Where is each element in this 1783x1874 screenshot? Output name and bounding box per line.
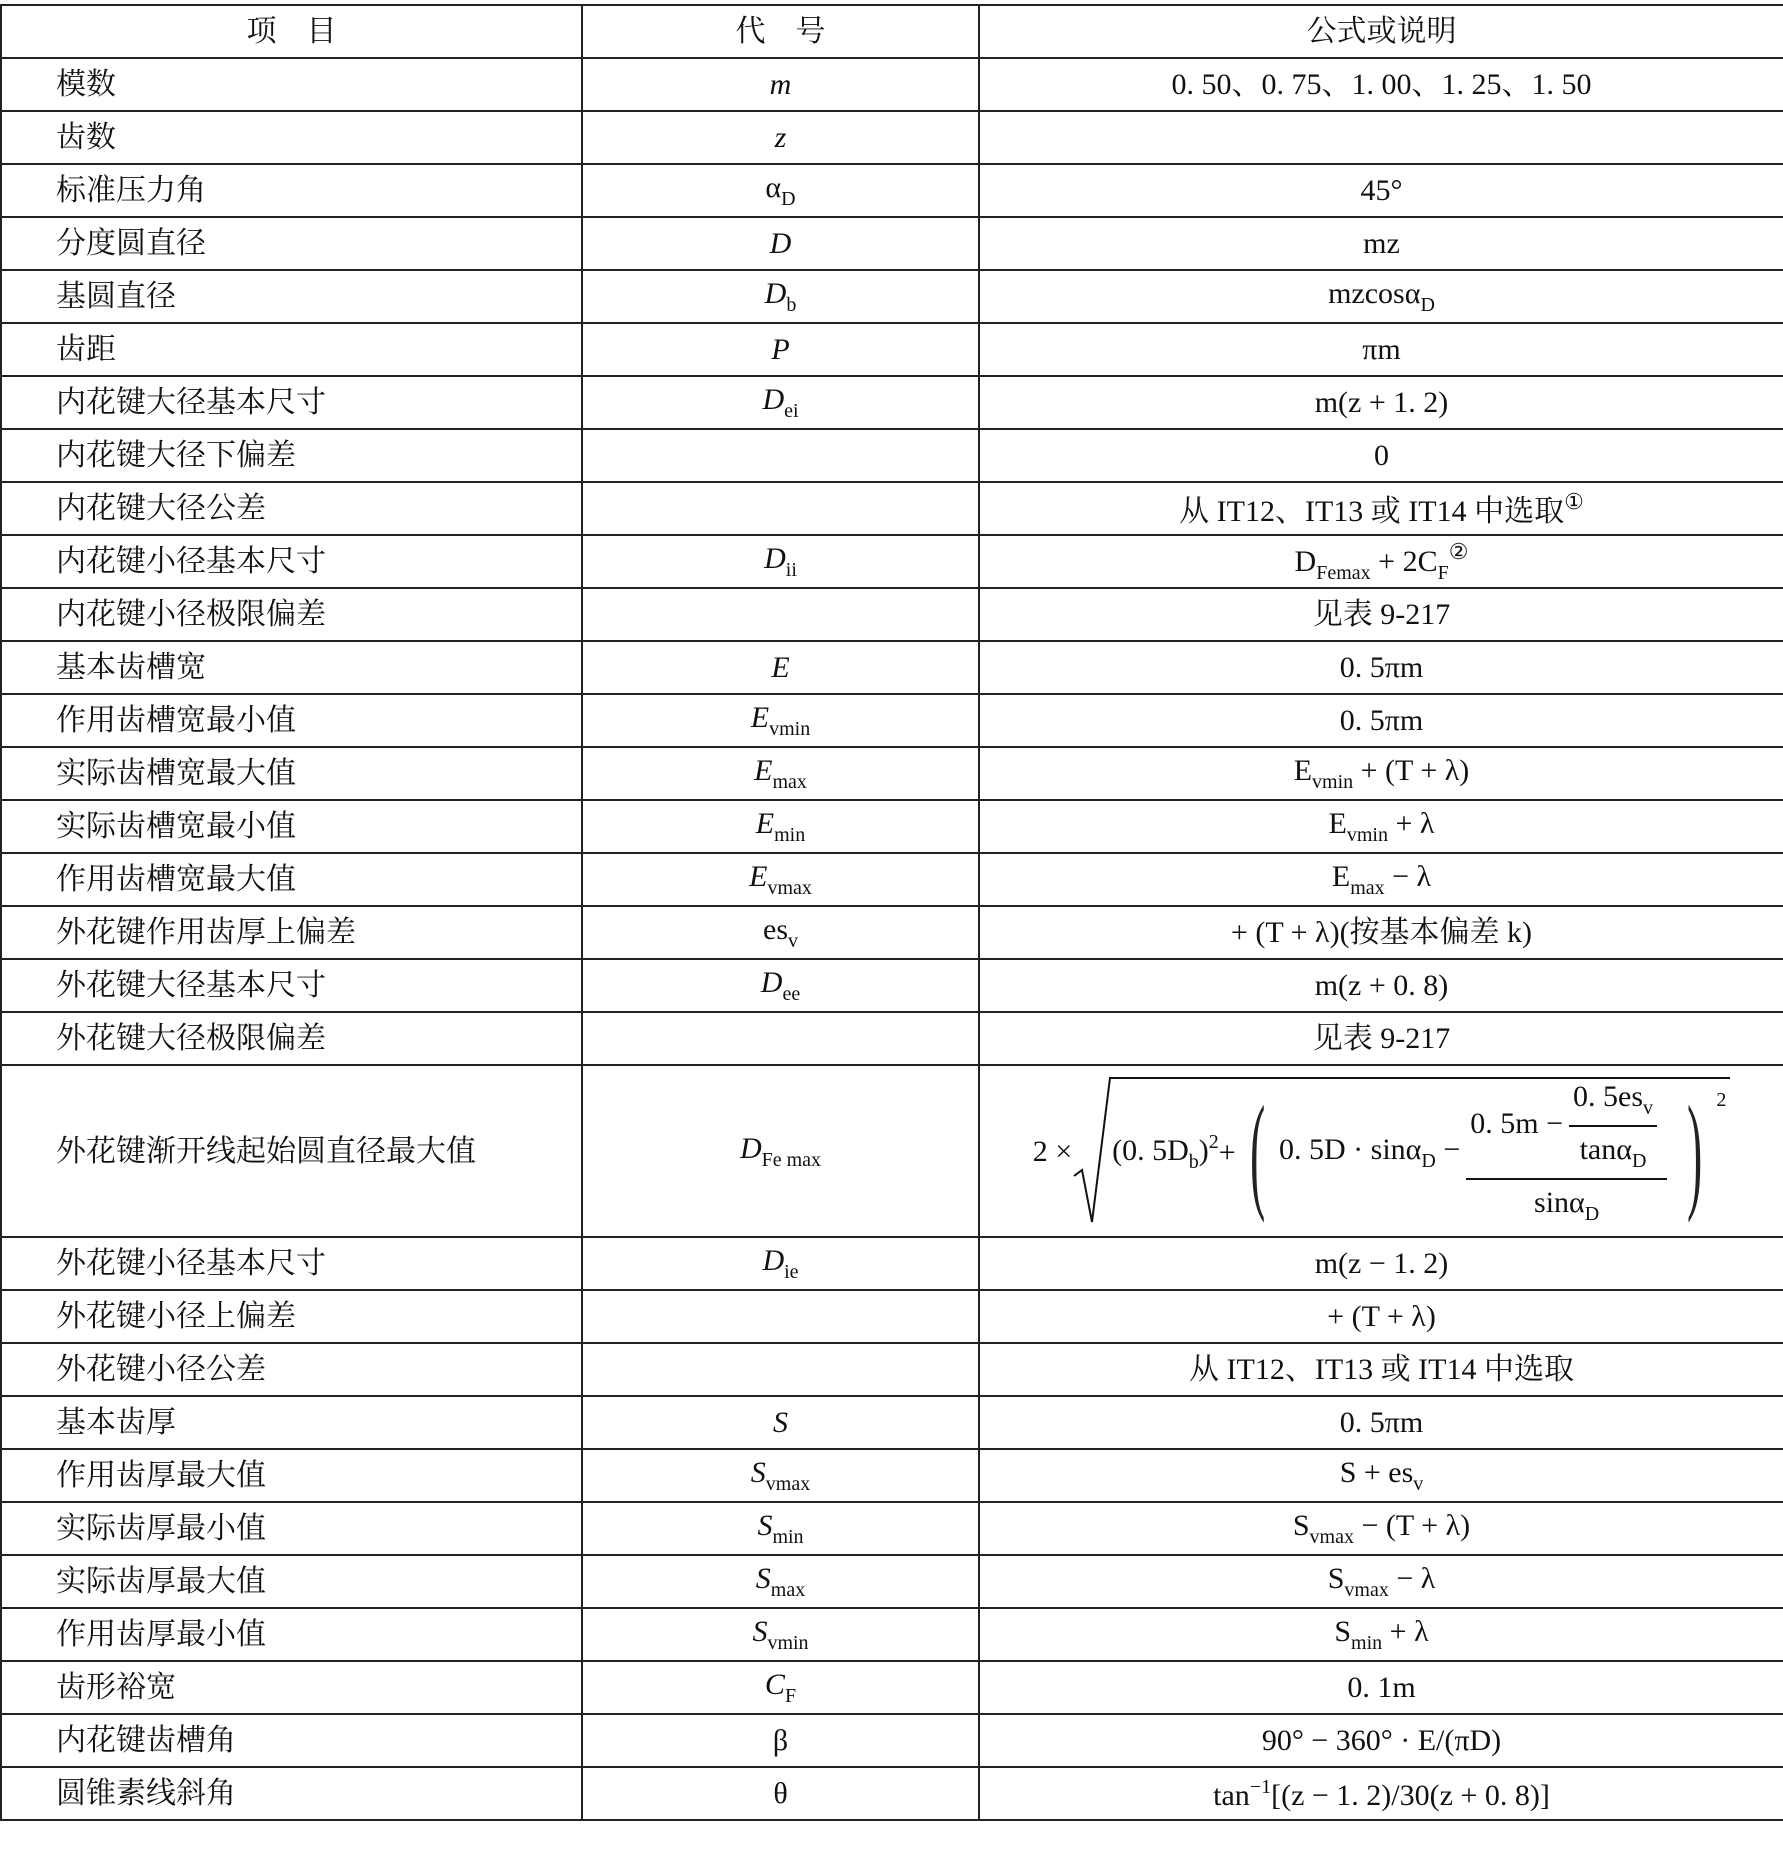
symbol-subscript: ii [785, 559, 797, 581]
item-cell: 外花键小径公差 [1, 1343, 582, 1396]
plus-sign: + [1218, 1135, 1236, 1169]
formula-text: 0 [1374, 439, 1389, 472]
formula-post: [(z − 1. 2)/30(z + 0. 8)] [1271, 1778, 1550, 1812]
complex-formula [1033, 1076, 1731, 1226]
symbol-subscript: vmin [769, 718, 811, 740]
table-row [1, 694, 1783, 747]
formula-post: − (T + λ) [1353, 1509, 1471, 1542]
symbol-cell [582, 1555, 979, 1608]
table-row [1, 1012, 1783, 1065]
formula-post: + λ [1387, 807, 1435, 840]
header-item: 项 目 [1, 5, 582, 58]
symbol-subscript: F [784, 1685, 797, 1707]
formula-pre: E [1331, 860, 1351, 893]
table-row [1, 111, 1783, 164]
formula-text: 0. 5πm [1339, 704, 1424, 737]
table-row [1, 853, 1783, 906]
left-paren: ( [1249, 1080, 1265, 1224]
symbol-text: β [772, 1724, 789, 1757]
table-row [1, 1608, 1783, 1661]
symbol-cell [582, 1767, 979, 1820]
item-cell: 圆锥素线斜角 [1, 1767, 582, 1820]
table-row [1, 535, 1783, 588]
table-row [1, 164, 1783, 217]
formula-text: m(z − 1. 2) [1314, 1247, 1449, 1280]
symbol-cell [582, 58, 979, 111]
table-row [1, 482, 1783, 535]
den-sub: D [1584, 1202, 1600, 1225]
formula-subscript: v [1413, 1473, 1424, 1495]
term1-square: 2 [1208, 1131, 1219, 1153]
symbol-cell [582, 164, 979, 217]
symbol-subscript: max [772, 771, 807, 793]
symbol-subscript: max [770, 1579, 806, 1601]
item-cell: 分度圆直径 [1, 217, 582, 270]
formula-text: πm [1362, 333, 1401, 366]
table-row [1, 217, 1783, 270]
formula-pre: E [1328, 807, 1347, 840]
table-row [1, 1449, 1783, 1502]
formula-cell [979, 323, 1783, 376]
formula-superscript: −1 [1249, 1775, 1272, 1798]
formula-subscript-2: F [1437, 561, 1449, 584]
sqrt-body [1112, 1077, 1730, 1225]
table-row [1, 1555, 1783, 1608]
item-cell: 基圆直径 [1, 270, 582, 323]
symbol-text: S [755, 1562, 771, 1595]
formula-pre: S [1327, 1562, 1345, 1595]
item-cell: 作用齿槽宽最大值 [1, 853, 582, 906]
formula-cell [979, 1608, 1783, 1661]
symbol-cell [582, 111, 979, 164]
symbol-cell [582, 1237, 979, 1290]
formula-cell [979, 694, 1783, 747]
formula-subscript: vmin [1346, 824, 1388, 846]
item-cell: 作用齿厚最小值 [1, 1608, 582, 1661]
formula-text: 0. 50、0. 75、1. 00、1. 25、1. 50 [1171, 68, 1592, 101]
table-row [1, 1502, 1783, 1555]
formula-pre: S + es [1339, 1456, 1414, 1489]
nested-den-sub: D [1631, 1149, 1647, 1172]
formula-cell [979, 535, 1783, 588]
symbol-cell [582, 800, 979, 853]
item-cell: 内花键齿槽角 [1, 1714, 582, 1767]
symbol-subscript: min [774, 824, 806, 846]
item-cell: 标准压力角 [1, 164, 582, 217]
formula-text: m(z + 0. 8) [1314, 969, 1449, 1002]
symbol-subscript: ie [784, 1261, 799, 1283]
formula-cell [979, 1343, 1783, 1396]
formula-cell [979, 1290, 1783, 1343]
formula-cell [979, 1012, 1783, 1065]
formula-subscript: D [1420, 294, 1435, 316]
formula-subscript: vmax [1344, 1579, 1389, 1601]
symbol-text: E [771, 651, 790, 684]
num-a: 0. 5m − [1470, 1106, 1564, 1140]
item-cell: 内花键大径基本尺寸 [1, 376, 582, 429]
symbol-text: D [762, 383, 785, 416]
symbol-text: S [757, 1509, 773, 1542]
formula-lead: 2 × [1032, 1134, 1073, 1168]
formula-text: 从 IT12、IT13 或 IT14 中选取 [1179, 494, 1565, 528]
item-cell: 内花键大径下偏差 [1, 429, 582, 482]
table-header-row [1, 5, 1783, 58]
symbol-cell [582, 853, 979, 906]
formula-cell [979, 1555, 1783, 1608]
formula-post: + λ [1382, 1615, 1429, 1648]
item-cell: 外花键大径基本尺寸 [1, 959, 582, 1012]
formula-pre: E [1293, 754, 1313, 787]
symbol-cell [582, 641, 979, 694]
table-body [1, 58, 1783, 1820]
table-row [1, 1290, 1783, 1343]
symbol-subscript: vmax [765, 1473, 811, 1495]
item-cell: 基本齿槽宽 [1, 641, 582, 694]
symbol-subscript: D [781, 188, 796, 210]
table-row [1, 588, 1783, 641]
table-row [1, 376, 1783, 429]
symbol-text: E [755, 807, 775, 840]
formula-text: 见表 9-217 [1312, 1022, 1451, 1055]
outer-square: 2 [1716, 1089, 1727, 1111]
symbol-text: D [764, 277, 787, 310]
table-row [1, 1396, 1783, 1449]
formula-text: m(z + 1. 2) [1314, 386, 1449, 419]
symbol-subscript: ee [782, 983, 801, 1005]
item-cell: 齿距 [1, 323, 582, 376]
formula-post: + 2C [1370, 544, 1438, 578]
spline-parameter-table [0, 4, 1783, 1821]
symbol-text: D [764, 542, 786, 575]
table-row [1, 959, 1783, 1012]
symbol-text: P [771, 333, 790, 366]
item-cell: 外花键小径上偏差 [1, 1290, 582, 1343]
symbol-cell [582, 270, 979, 323]
table-row [1, 429, 1783, 482]
formula-text: 见表 9-217 [1312, 598, 1451, 631]
item-cell: 实际齿厚最小值 [1, 1502, 582, 1555]
table-row [1, 1065, 1783, 1237]
table-row [1, 747, 1783, 800]
inner-sub: D [1421, 1149, 1436, 1172]
footnote-mark: ① [1564, 488, 1584, 514]
item-cell: 内花键大径公差 [1, 482, 582, 535]
formula-cell [979, 164, 1783, 217]
symbol-text: D [762, 1244, 785, 1277]
formula-cell [979, 482, 1783, 535]
table-row [1, 1237, 1783, 1290]
table-row [1, 1767, 1783, 1820]
symbol-subscript: Fe max [761, 1148, 822, 1171]
term1-sub: b [1188, 1151, 1199, 1173]
symbol-cell [582, 588, 979, 641]
item-cell: 齿数 [1, 111, 582, 164]
symbol-subscript: b [786, 294, 797, 316]
formula-text: 45° [1360, 174, 1403, 207]
main-fraction [1466, 1080, 1667, 1225]
formula-text: 90° − 360° · E/(πD) [1261, 1724, 1502, 1757]
table-row [1, 906, 1783, 959]
symbol-cell [582, 1608, 979, 1661]
nested-numerator [1569, 1080, 1657, 1127]
symbol-cell [582, 1012, 979, 1065]
formula-cell [979, 217, 1783, 270]
symbol-subscript: vmin [767, 1632, 809, 1654]
symbol-cell [582, 323, 979, 376]
formula-cell [979, 588, 1783, 641]
item-cell: 实际齿槽宽最大值 [1, 747, 582, 800]
formula-pre: S [1334, 1615, 1352, 1648]
fraction-numerator [1466, 1080, 1667, 1180]
formula-cell [979, 800, 1783, 853]
symbol-cell [582, 1502, 979, 1555]
formula-cell [979, 1661, 1783, 1714]
table-row [1, 800, 1783, 853]
formula-text: 从 IT12、IT13 或 IT14 中选取 [1189, 1353, 1574, 1386]
item-cell: 外花键渐开线起始圆直径最大值 [1, 1065, 582, 1237]
table-row [1, 58, 1783, 111]
term1-text: (0. 5D [1112, 1134, 1189, 1167]
formula-cell [979, 58, 1783, 111]
symbol-text: α [765, 171, 782, 204]
symbol-text: E [754, 754, 773, 787]
item-cell: 外花键小径基本尺寸 [1, 1237, 582, 1290]
inner-term [1279, 1133, 1460, 1172]
item-cell: 外花键作用齿厚上偏差 [1, 906, 582, 959]
formula-pre: D [1294, 544, 1317, 578]
header-symbol: 代 号 [582, 5, 979, 58]
item-cell: 作用齿厚最大值 [1, 1449, 582, 1502]
symbol-subscript: v [788, 930, 798, 952]
term1-end: ) [1198, 1134, 1209, 1167]
table-row [1, 1343, 1783, 1396]
formula-subscript: min [1351, 1632, 1383, 1654]
formula-cell [979, 747, 1783, 800]
right-paren: ) [1687, 1080, 1703, 1224]
inner-text: 0. 5D · sinα [1278, 1132, 1422, 1166]
symbol-text: E [750, 701, 770, 734]
symbol-subscript: ei [784, 400, 799, 422]
formula-text: + (T + λ)(按基本偏差 k) [1230, 916, 1533, 949]
table-row [1, 641, 1783, 694]
item-cell: 内花键小径基本尺寸 [1, 535, 582, 588]
item-cell: 外花键大径极限偏差 [1, 1012, 582, 1065]
formula-subscript: vmin [1312, 771, 1354, 793]
symbol-cell [582, 217, 979, 270]
formula-cell [979, 376, 1783, 429]
symbol-cell [582, 1343, 979, 1396]
fraction-denominator [1530, 1180, 1603, 1225]
formula-cell [979, 641, 1783, 694]
symbol-text: m [769, 68, 792, 101]
symbol-text: E [749, 860, 768, 893]
formula-cell [979, 270, 1783, 323]
formula-text: + (T + λ) [1327, 1300, 1436, 1333]
symbol-cell [582, 1661, 979, 1714]
footnote-mark: ② [1448, 538, 1469, 564]
symbol-cell [582, 1065, 979, 1237]
formula-cell [979, 1714, 1783, 1767]
symbol-cell [582, 959, 979, 1012]
formula-subscript: Femax [1316, 561, 1371, 584]
nested-num-sub: v [1643, 1096, 1654, 1119]
symbol-text: S [773, 1406, 788, 1439]
formula-text: 0. 5πm [1339, 651, 1424, 684]
den-text: sinα [1534, 1185, 1585, 1219]
symbol-cell [582, 906, 979, 959]
symbol-cell [582, 376, 979, 429]
minus-sign: − [1435, 1132, 1461, 1166]
formula-cell [979, 959, 1783, 1012]
formula-cell [979, 853, 1783, 906]
item-cell: 内花键小径极限偏差 [1, 588, 582, 641]
formula-post: − λ [1388, 1562, 1436, 1595]
symbol-cell [582, 482, 979, 535]
item-cell: 实际齿槽宽最小值 [1, 800, 582, 853]
symbol-subscript: min [772, 1526, 804, 1548]
item-cell: 齿形裕宽 [1, 1661, 582, 1714]
formula-text: 0. 5πm [1339, 1406, 1424, 1439]
symbol-text: S [752, 1615, 768, 1648]
formula-cell [979, 429, 1783, 482]
symbol-subscript: vmax [767, 877, 812, 899]
formula-subscript: max [1350, 877, 1385, 899]
formula-cell [979, 1767, 1783, 1820]
nested-num-text: 0. 5es [1573, 1079, 1644, 1113]
table-row [1, 270, 1783, 323]
table-row [1, 323, 1783, 376]
item-cell: 作用齿槽宽最小值 [1, 694, 582, 747]
formula-post: − λ [1384, 860, 1432, 893]
formula-cell [979, 1449, 1783, 1502]
symbol-cell [582, 1290, 979, 1343]
header-formula: 公式或说明 [979, 5, 1783, 58]
symbol-cell [582, 535, 979, 588]
nested-den-text: tanα [1579, 1132, 1632, 1166]
formula-subscript: vmax [1309, 1526, 1354, 1548]
symbol-text: es [763, 913, 788, 946]
symbol-cell [582, 747, 979, 800]
symbol-cell [582, 1714, 979, 1767]
symbol-text: z [774, 121, 787, 154]
table-row [1, 1661, 1783, 1714]
symbol-text: D [760, 966, 783, 999]
formula-post: + (T + λ) [1353, 754, 1470, 787]
formula-cell [979, 111, 1783, 164]
item-cell: 基本齿厚 [1, 1396, 582, 1449]
formula-cell [979, 1396, 1783, 1449]
nested-denominator [1576, 1127, 1651, 1172]
formula-cell [979, 1065, 1783, 1237]
item-cell: 实际齿厚最大值 [1, 1555, 582, 1608]
symbol-cell [582, 1449, 979, 1502]
symbol-cell [582, 1396, 979, 1449]
formula-text: 0. 1m [1347, 1671, 1416, 1704]
table-row [1, 1714, 1783, 1767]
symbol-cell [582, 694, 979, 747]
symbol-text: θ [773, 1777, 788, 1810]
term1 [1112, 1131, 1219, 1173]
formula-pre: tan [1213, 1778, 1250, 1812]
formula-cell [979, 1237, 1783, 1290]
symbol-text: D [769, 227, 792, 260]
formula-pre: S [1292, 1509, 1310, 1542]
symbol-text: C [764, 1668, 785, 1701]
symbol-text: D [739, 1131, 762, 1165]
formula-text: mz [1363, 227, 1400, 260]
formula-pre: mzcosα [1328, 277, 1421, 310]
radical-sign [1072, 1076, 1112, 1226]
item-cell: 模数 [1, 58, 582, 111]
symbol-cell [582, 429, 979, 482]
symbol-text: S [750, 1456, 766, 1489]
nested-fraction [1569, 1080, 1657, 1172]
formula-cell [979, 1502, 1783, 1555]
formula-cell [979, 906, 1783, 959]
